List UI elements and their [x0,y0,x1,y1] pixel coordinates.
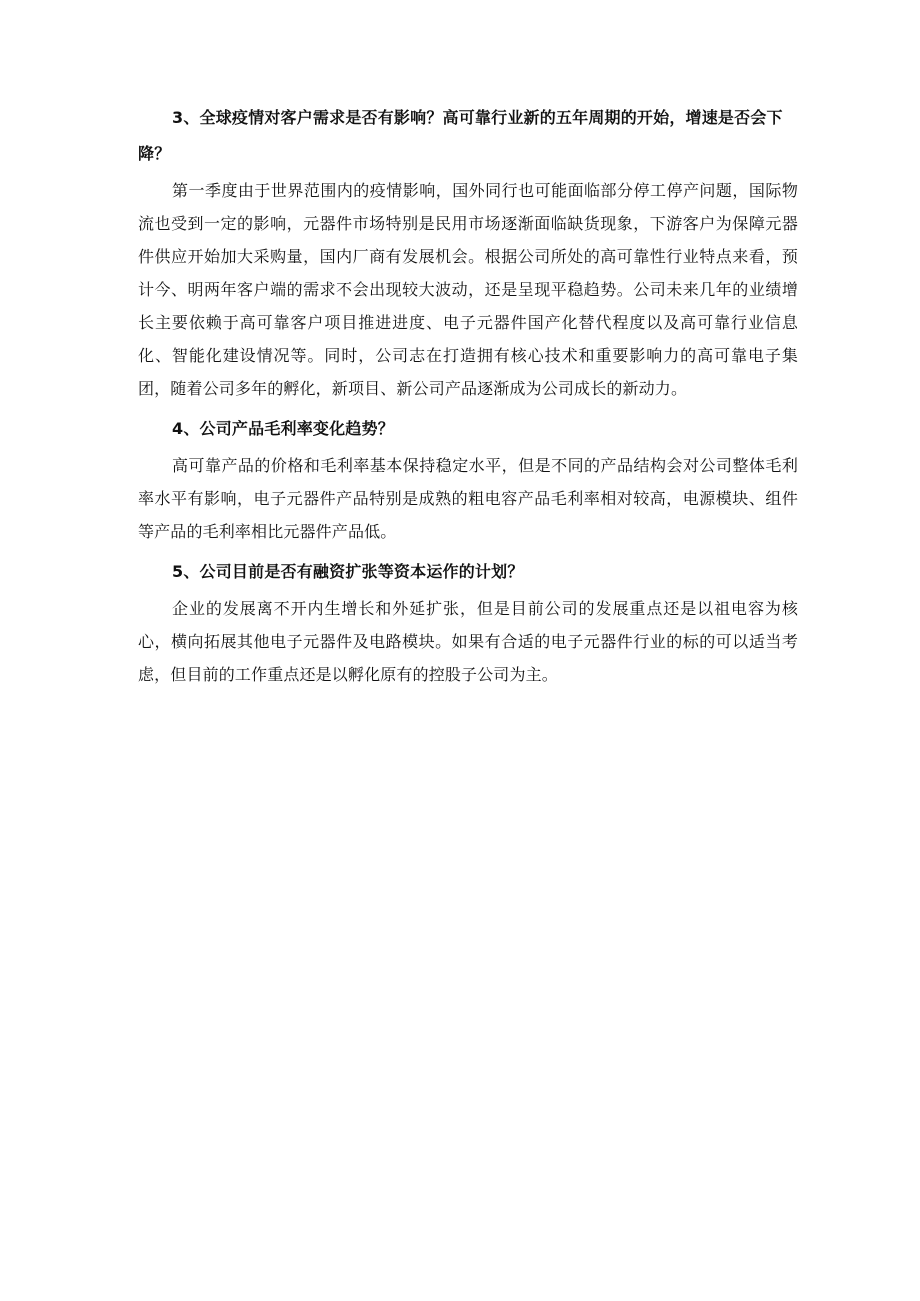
document-body [138,100,798,697]
answer-4: 高可靠产品的价格和毛利率基本保持稳定水平，但是不同的产品结构会对公司整体毛利率水平有影响，电子元器件产品特别是成熟的粗电容产品毛利率相对较高，电源模块、组件等产品的毛利率相比元器件产品低。 [138,456,798,541]
question-5: 5、公司目前是否有融资扩张等资本运作的计划？ [172,562,524,581]
question-3: 3、全球疫情对客户需求是否有影响？高可靠行业新的五年周期的开始，增速是否会下降？ [138,108,783,163]
answer-5: 企业的发展离不开内生增长和外延扩张，但是目前公司的发展重点还是以祖电容为核心，横向拓展其他电子元器件及电路模块。如果有合适的电子元器件行业的标的可以适当考虑，但目前的工作重点还是以孵化原有的控股子公司为主。 [138,599,798,684]
answer-3: 第一季度由于世界范围内的疫情影响，国外同行也可能面临部分停工停产问题，国际物流也受到一定的影响，元器件市场特别是民用市场逐渐面临缺货现象，下游客户为保障元器件供应开始加大采购量，国内厂商有发展机会。根据公司所处的高可靠性行业特点来看，预计今、明两年客户端的需求不会出现较大波动，还是呈现平稳趋势。公司未来几年的业绩增长主要依赖于高可靠客户项目推进进度、电子元器件国产化替代程度以及高可靠行业信息化、智能化建设情况等。同时，公司志在打造拥有核心技术和重要影响力的高可靠电子集团，随着公司多年的孵化，新项目、新公司产品逐渐成为公司成长的新动力。 [138,181,798,398]
question-4: 4、公司产品毛利率变化趋势？ [172,419,394,438]
